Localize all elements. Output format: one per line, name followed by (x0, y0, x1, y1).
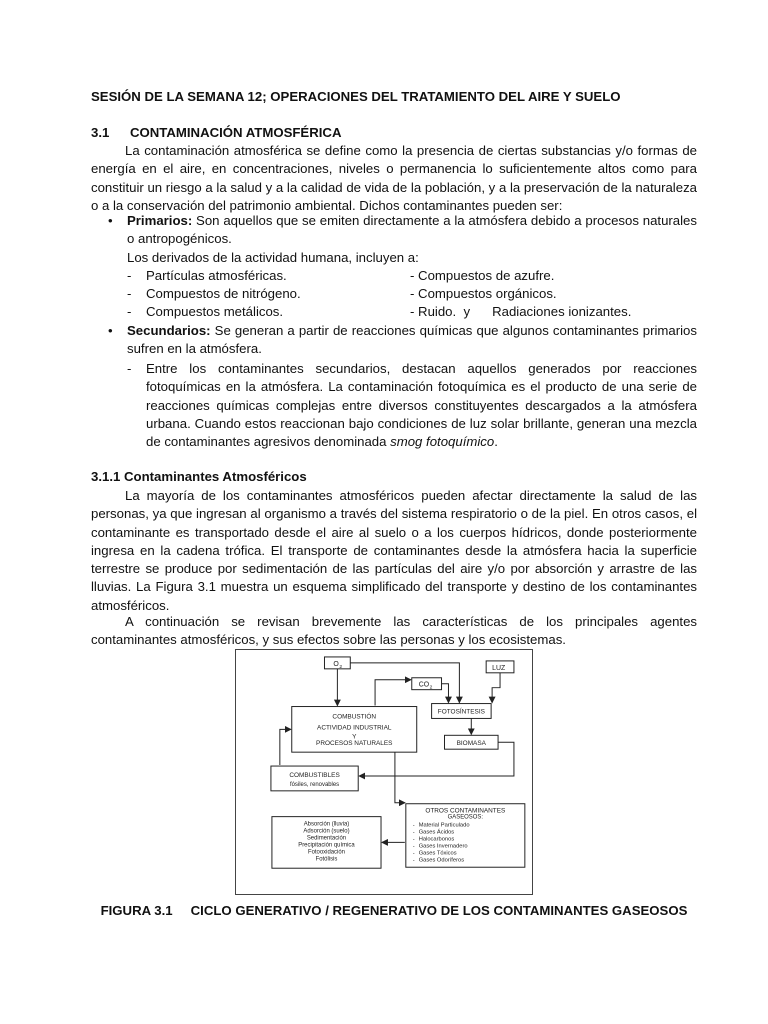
svg-text:FOTOSÍNTESIS: FOTOSÍNTESIS (437, 708, 485, 716)
figure-caption-text: CICLO GENERATIVO / REGENERATIVO DE LOS CONTAMINANTES GASEOSOS (190, 903, 688, 918)
list-item-left: Compuestos de nitrógeno. (146, 286, 301, 301)
svg-text:PROCESOS NATURALES: PROCESOS NATURALES (316, 740, 393, 748)
secundarios-subtext: Entre los contaminantes secundarios, destacan aquellos generados por reacciones fotoquímicas en la atmósfera. La contaminación fotoquímica es el producto de una serie de reacciones químicas complejas entre diversos constituyentes descargados a la atmósfera urbana. Cuando estos reaccionan bajo condiciones de luz solar brillante, generan una mezcla de contaminantes agresivos denominada (146, 361, 697, 450)
svg-text:Gases Invernadero: Gases Invernadero (418, 843, 468, 850)
list-item: - Compuestos de nitrógeno. - Compuestos orgánicos. (127, 285, 687, 303)
svg-text:Fotólisis: Fotólisis (315, 856, 338, 863)
arrow-o2-fotosintesis (350, 663, 459, 703)
list-item-right: - Compuestos de azufre. (410, 268, 555, 283)
svg-text:BIOMASA: BIOMASA (456, 740, 486, 748)
derivados-line: Los derivados de la actividad humana, incluyen a: (127, 250, 419, 265)
svg-text:-: - (412, 857, 415, 864)
bullet-dot: • (108, 213, 113, 228)
svg-text:Absorción (lluvia): Absorción (lluvia) (303, 821, 350, 828)
secundarios-text: Se generan a partir de reacciones químicas que algunos contaminantes primarios sufren en la atmósfera. (127, 323, 697, 357)
luz-label: LUZ (492, 664, 506, 672)
bullet-primarios (108, 212, 697, 249)
secundarios-subitem: - Entre los contaminantes secundarios, destacan aquellos generados por reacciones fotoquímicas en la atmósfera. La contaminación fotoquímica es el producto de una serie de reacciones químicas complejas entre diversos constituyentes descargados a la atmósfera urbana. Cuando estos reaccionan bajo condiciones de luz solar brillante, generan una mezcla de contaminantes agresivos denominada smog fotoquímico. (127, 361, 697, 450)
list-item-left: Partículas atmosféricas. (146, 268, 287, 283)
svg-text:-: - (412, 822, 415, 829)
svg-text:Sedimentación: Sedimentación (306, 835, 347, 842)
svg-text:Precipitación química: Precipitación química (298, 842, 355, 849)
co2-label: CO (418, 681, 430, 689)
o2-label: O (333, 660, 339, 668)
smog-term: smog fotoquímico (390, 434, 495, 450)
list-item: - Partículas atmosféricas. - Compuestos de azufre. (127, 267, 687, 285)
arrow-combustibles-combustion (280, 729, 291, 765)
svg-text:COMBUSTIBLES: COMBUSTIBLES (289, 771, 340, 779)
section-number: 3.1 (91, 125, 110, 140)
arrow-biomasa-combustibles (359, 742, 514, 776)
svg-text:Y: Y (352, 733, 357, 741)
svg-text:-: - (412, 829, 415, 836)
section-heading (91, 124, 697, 142)
subsection-paragraph-1: La mayoría de los contaminantes atmosféricos pueden afectar directamente la salud de las personas, ya que ingresan al organismo a través del sistema respiratorio o de la piel. En otros casos, el contaminante es transportado desde el aire al suelo o a los cuerpos hídricos, donde posteriormente ingresa en la cadena trófica. El transporte de contaminantes desde la atmósfera hacia la superficie terrestre se produce por sedimentación de las partículas del aire y/o por absorción y arrastre de las lluvias. La Figura 3.1 muestra un esquema simplificado del transporte y destino de los contaminantes atmosféricos. (91, 488, 697, 613)
svg-text:-: - (412, 843, 415, 850)
svg-text:Gases Tóxicos: Gases Tóxicos (418, 850, 457, 857)
svg-text:fósiles, renovables: fósiles, renovables (289, 781, 340, 788)
section-heading-text: CONTAMINACIÓN ATMOSFÉRICA (130, 125, 342, 140)
svg-text:Material Particulado: Material Particulado (418, 822, 470, 829)
list-item: - Compuestos metálicos. - Ruido. y Radiaciones ionizantes. (127, 303, 687, 321)
list-item-right: - Compuestos orgánicos. (410, 286, 557, 301)
figure-caption-number: FIGURA 3.1 (100, 903, 173, 918)
svg-text:-: - (412, 836, 415, 843)
bullet-dot: • (108, 323, 113, 338)
list-item-right: - Ruido. y Radiaciones ionizantes. (410, 304, 632, 319)
svg-text:Halocarbonos: Halocarbonos (418, 836, 455, 843)
svg-text:-: - (412, 850, 415, 857)
svg-text:ACTIVIDAD INDUSTRIAL: ACTIVIDAD INDUSTRIAL (317, 724, 392, 732)
arrow-co2-fotosintesis (442, 684, 449, 703)
svg-text:2: 2 (429, 685, 433, 691)
intro-paragraph: La contaminación atmosférica se define como la presencia de ciertas substancias y/o formas de energía en el aire, en concentraciones, niveles o permanencia lo suficientemente altos como para constituir un riesgo a la salud y a la calidad de vida de la población, y a la preservación de la naturaleza o a la conservación del patrimonio ambiental. Dichos contaminantes pueden ser: (91, 143, 697, 213)
svg-text:Adsorción (suelo): Adsorción (suelo) (303, 828, 350, 835)
figure-caption (91, 902, 697, 920)
arrow-luz-fotosintesis (492, 673, 500, 703)
primarios-text: Son aquellos que se emiten directamente a la atmósfera debido a procesos naturales o antropogénicos. (127, 213, 697, 247)
secundarios-label: Secundarios: (127, 323, 211, 338)
svg-text:Fotooxidación: Fotooxidación (307, 849, 345, 856)
svg-text:GASEOSOS:: GASEOSOS: (447, 814, 483, 821)
svg-text:Gases Odoríferos: Gases Odoríferos (418, 857, 465, 864)
svg-text:OTROS CONTAMINANTES: OTROS CONTAMINANTES (425, 807, 506, 815)
svg-text:Gases Ácidos: Gases Ácidos (418, 829, 455, 836)
arrow-combustion-co2 (375, 680, 411, 706)
subsection-heading: 3.1.1 Contaminantes Atmosféricos (91, 469, 307, 484)
arrow-combustion-otros (395, 752, 405, 803)
subsection-paragraph-2: A continuación se revisan brevemente las características de los principales agentes contaminantes atmosféricos, y sus efectos sobre las personas y los ecosistemas. (91, 614, 697, 648)
svg-text:COMBUSTIÓN: COMBUSTIÓN (332, 713, 377, 721)
page-title: SESIÓN DE LA SEMANA 12; OPERACIONES DEL TRATAMIENTO DEL AIRE Y SUELO (91, 89, 621, 104)
svg-text:2: 2 (339, 664, 343, 670)
bullet-secundarios (108, 322, 697, 359)
figure-3-1-diagram (235, 649, 533, 895)
list-item-left: Compuestos metálicos. (146, 304, 284, 319)
primarios-label: Primarios: (127, 213, 193, 228)
